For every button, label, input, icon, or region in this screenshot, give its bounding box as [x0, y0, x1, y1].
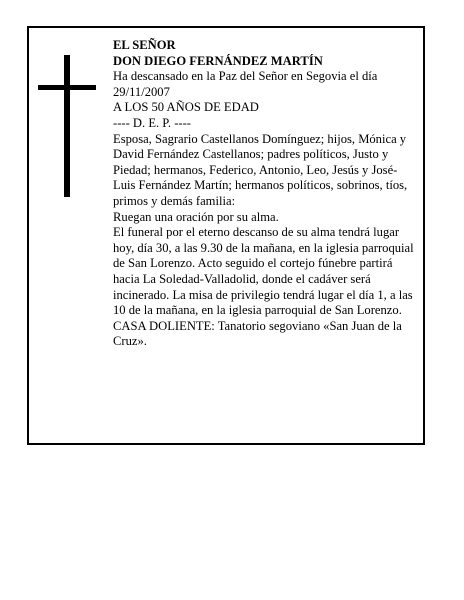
age-at-death: A LOS 50 AÑOS DE EDAD: [113, 100, 259, 115]
cross-vertical-bar: [64, 55, 70, 197]
mourning-house: CASA DOLIENTE: Tanatorio segoviano «San Juan de la Cruz».: [113, 318, 402, 349]
family-list: Esposa, Sagrario Castellanos Domínguez; hijos, Mónica y David Fernández Castellanos; padres políticos, Justo y Piedad; hermanos, Federico, Antonio, Leo, Jesús y José-Luis Fernández Martín; hermanos políticos, sobrinos, tíos, primos y demás familia:: [113, 131, 408, 208]
deceased-title: EL SEÑOR: [113, 38, 176, 52]
death-announcement: Ha descansado en la Paz del Señor en Segovia el día 29/11/2007: [113, 69, 378, 99]
prayer-request: Ruegan una oración por su alma.: [113, 209, 279, 224]
rip-line: ---- D. E. P. ----: [113, 115, 191, 130]
deceased-name: DON DIEGO FERNÁNDEZ MARTÍN: [113, 53, 323, 68]
cross-icon: [38, 55, 96, 197]
cross-horizontal-bar: [38, 85, 96, 90]
obituary-text: [113, 38, 419, 350]
funeral-details: El funeral por el eterno descanso de su alma tendrá lugar hoy, día 30, a las 9.30 de la mañana, en la iglesia parroquial de San Lorenzo. Acto seguido el cortejo fúnebre partirá hacia La Soledad-Valladolid, donde el cadáver será incinerado. La misa de privilegio tendrá lugar el día 1, a las 10 de la mañana, en la iglesia parroquial de San Lorenzo.: [113, 225, 414, 318]
